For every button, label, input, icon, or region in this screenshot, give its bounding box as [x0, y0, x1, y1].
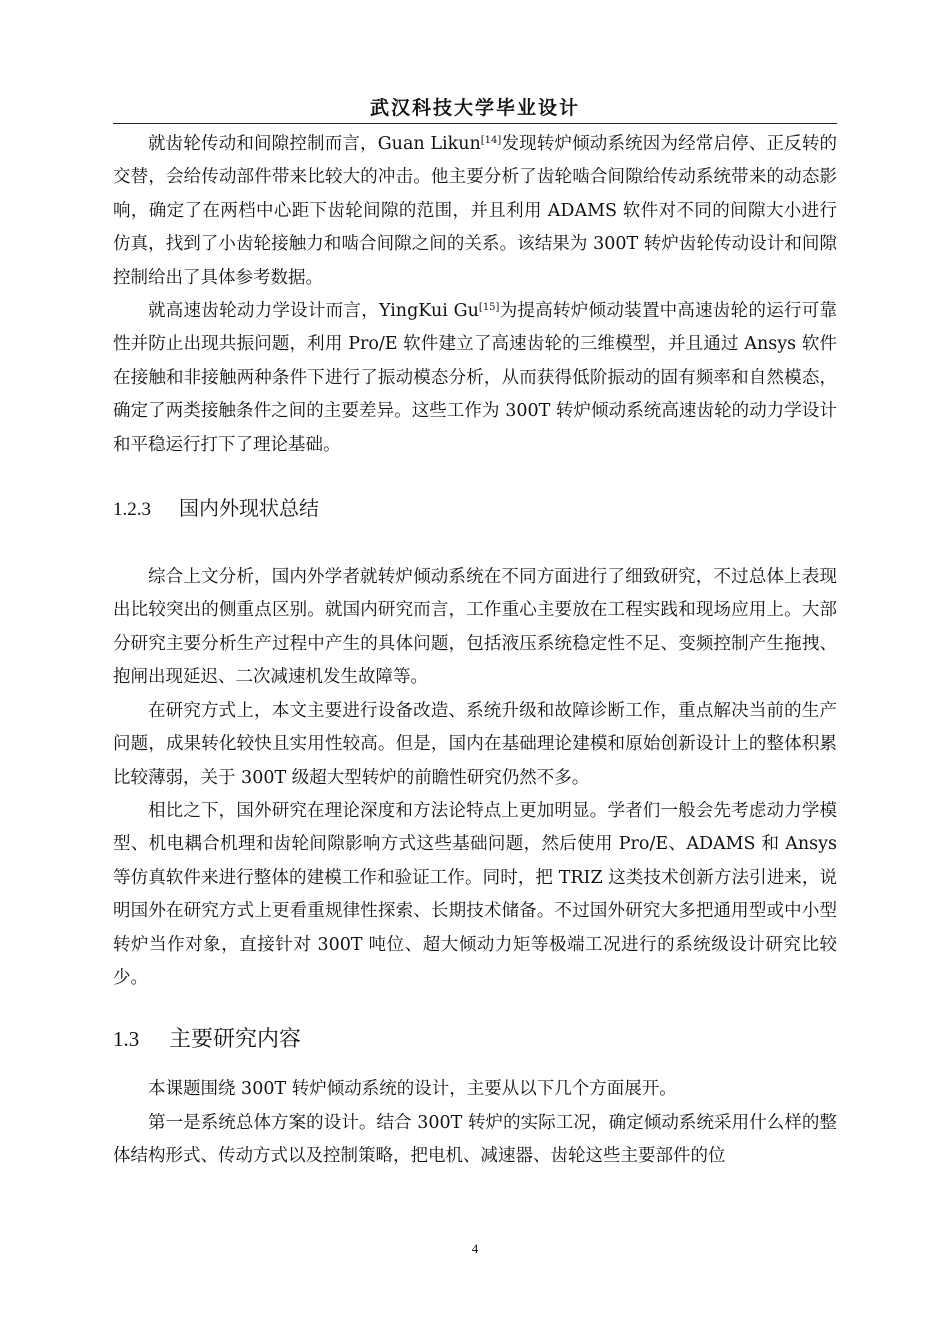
paragraph-text: 发现转炉倾动系统因为经常启停、正反转的交替，会给传动部件带来比较大的冲击。他主要分析了齿轮啮合间隙给传动系统带来的动态影响，确定了在两档中心距下齿轮间隙的范围，并且利用 ADAMS 软件对不同的间隙大小进行仿真，找到了小齿轮接触力和啮合间隙之间的关系。该结果为 300T 转炉齿轮传动设计和间隙控制给出了具体参考数据。: [113, 134, 837, 288]
section-heading-1-2-3: [113, 492, 837, 521]
paragraph-text: 为提高转炉倾动装置中高速齿轮的运行可靠性并防止出现共振问题，利用 Pro/E 软件建立了高速齿轮的三维模型，并且通过 Ansys 软件在接触和非接触两种条件下进行了振动模态分析，从而获得低阶振动的固有频率和自然模态，确定了两类接触条件之间的主要差异。这些工作为 300T 转炉倾动系统高速齿轮的动力学设计和平稳运行打下了理论基础。: [113, 301, 838, 455]
section-title: 主要研究内容: [169, 1027, 302, 1053]
paragraph-text: 就高速齿轮动力学设计而言，YingKui Gu: [148, 301, 479, 322]
citation-ref: [14]: [480, 135, 502, 146]
paragraph-text: 就齿轮传动和间隙控制而言，Guan Likun: [148, 134, 481, 154]
paragraph-gear-clearance: [113, 128, 837, 295]
page-body: [113, 128, 837, 1174]
running-header-title: 武汉科技大学毕业设计: [369, 97, 580, 119]
paragraph-high-speed-gear: [113, 295, 837, 462]
paragraph-summary: 综合上文分析，国内外学者就转炉倾动系统在不同方面进行了细致研究，不过总体上表现出比较突出的侧重点区别。就国内研究而言，工作重心主要放在工程实践和现场应用上。大部分研究主要分析生产过程中产生的具体问题，包括液压系统稳定性不足、变频控制产生拖拽、抱闸出现延迟、二次减速机发生故障等。: [113, 567, 837, 688]
page-number: 4: [471, 1241, 479, 1256]
section-title: 国内外现状总结: [179, 496, 319, 521]
header-divider: [113, 123, 837, 124]
paragraph-intro: 本课题围绕 300T 转炉倾动系统的设计，主要从以下几个方面展开。: [148, 1079, 677, 1100]
section-number: 1.3: [113, 1027, 140, 1052]
section-number: 1.2.3: [113, 499, 151, 521]
paragraph-overall-scheme: 第一是系统总体方案的设计。结合 300T 转炉的实际工况，确定倾动系统采用什么样的整体结构形式、传动方式以及控制策略，把电机、减速器、齿轮这些主要部件的位: [113, 1112, 837, 1167]
paragraph-domestic-methods: 在研究方式上，本文主要进行设备改造、系统升级和故障诊断工作，重点解决当前的生产问题，成果转化较快且实用性较高。但是，国内在基础理论建模和原始创新设计上的整体积累比较薄弱，关于 300T 级超大型转炉的前瞻性研究仍然不多。: [113, 700, 837, 788]
section-heading-1-3: [113, 1022, 837, 1053]
citation-ref: [15]: [478, 302, 500, 314]
paragraph-foreign-research: 相比之下，国外研究在理论深度和方法论特点上更加明显。学者们一般会先考虑动力学模型、机电耦合机理和齿轮间隙影响方式这些基础问题，然后使用 Pro/E、ADAMS 和 Ansys 等仿真软件来进行整体的建模工作和验证工作。同时，把 TRIZ 这类技术创新方法引进来，说明国外在研究方式上更看重规律性探索、长期技术储备。不过国外研究大多把通用型或中小型转炉当作对象，直接针对 300T 吨位、超大倾动力矩等极端工况进行的系统级设计研究比较少。: [113, 800, 837, 988]
